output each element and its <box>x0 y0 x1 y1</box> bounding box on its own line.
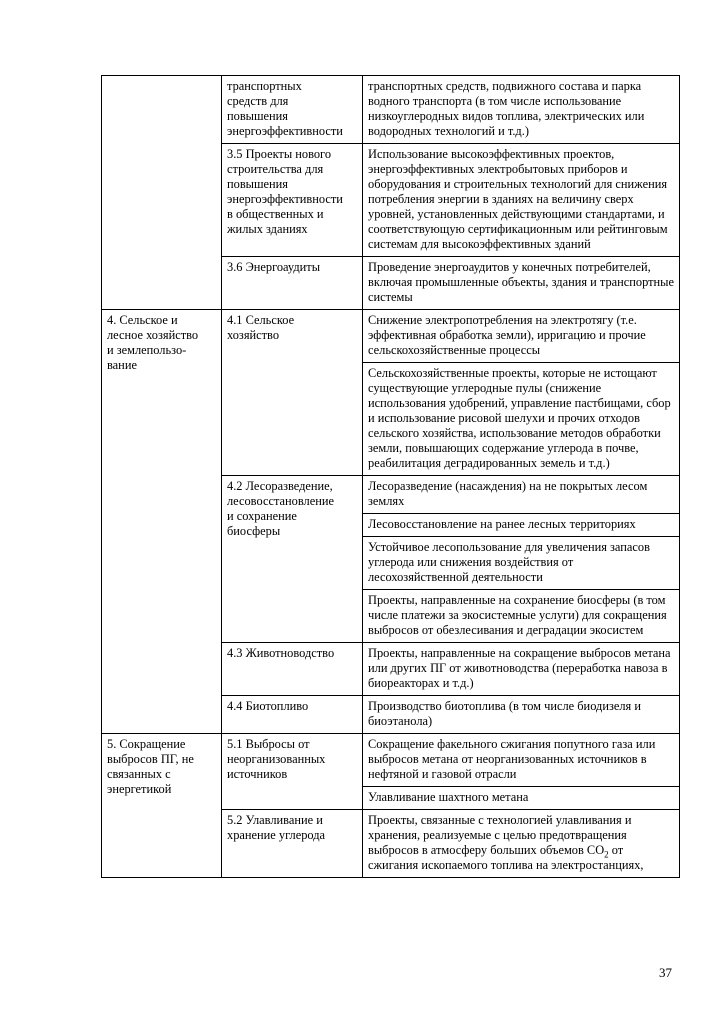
category-cell: 5.1 Выбросы от неорганизованных источников <box>222 734 363 810</box>
description-cell: Производство биотоплива (в том числе биодизеля и биоэтанола) <box>363 696 680 734</box>
description-cell: Проекты, направленные на сокращение выбросов метана или других ПГ от животноводства (переработка навоза в биореакторах и т.д.) <box>363 643 680 696</box>
description-cell: Использование высокоэффективных проектов, энергоэффективных электробытовых приборов и оборудования и строительных технологий для снижения потребления энергии в зданиях на величину сверх уровней, установленных действующими стандартами, и соответствующую сертификационным или рейтинговым системам для высокоэффективных зданий <box>363 144 680 257</box>
description-cell: Сокращение факельного сжигания попутного газа или выбросов метана от неорганизованных источников в нефтяной и газовой отрасли <box>363 734 680 787</box>
category-cell: 4.3 Животноводство <box>222 643 363 696</box>
category-cell: 4.2 Лесоразведение, лесовосстановление и сохранение биосферы <box>222 476 363 643</box>
description-cell: Устойчивое лесопользование для увеличения запасов углерода или снижения воздействия от лесохозяйственной деятельности <box>363 537 680 590</box>
category-cell: 5.2 Улавливание и хранение углерода <box>222 810 363 878</box>
sector-cell: 5. Сокращение выбросов ПГ, не связанных с энергетикой <box>102 734 222 878</box>
table-row <box>102 734 680 787</box>
category-cell: 3.5 Проекты нового строительства для повышения энергоэффективности в общественных и жилых зданиях <box>222 144 363 257</box>
table-row <box>102 310 680 363</box>
description-cell: транспортных средств, подвижного состава и парка водного транспорта (в том числе использование низкоуглеродных видов топлива, электрических или водородных технологий и т.д.) <box>363 76 680 144</box>
description-cell: Проекты, связанные с технологией улавливания и хранения, реализуемые с целью предотвращения выбросов в атмосферу больших объемов $CO_2$ от сжигания ископаемого топлива на электростанциях, <box>363 810 680 878</box>
category-cell: 3.6 Энергоаудиты <box>222 257 363 310</box>
description-cell: Проекты, направленные на сохранение биосферы (в том числе платежи за экосистемные услуги) для сокращения выбросов от обезлесивания и деградации экосистем <box>363 590 680 643</box>
description-cell: Лесовосстановление на ранее лесных территориях <box>363 514 680 537</box>
sector-cell <box>102 76 222 310</box>
category-cell: 4.1 Сельское хозяйство <box>222 310 363 476</box>
page-number: 37 <box>659 965 672 980</box>
description-cell: Снижение электропотребления на электротягу (т.е. эффективная обработка земли), ирригацию и прочие сельскохозяйственные процессы <box>363 310 680 363</box>
table-row <box>102 76 680 144</box>
taxonomy-table <box>101 75 680 878</box>
description-cell: Улавливание шахтного метана <box>363 787 680 810</box>
category-cell: 4.4 Биотопливо <box>222 696 363 734</box>
category-cell: транспортных средств для повышения энергоэффективности <box>222 76 363 144</box>
sector-cell: 4. Сельское и лесное хозяйство и землепользо- вание <box>102 310 222 734</box>
description-cell: Проведение энергоаудитов у конечных потребителей, включая промышленные объекты, здания и транспортные системы <box>363 257 680 310</box>
subscript: 2 <box>604 849 609 860</box>
description-cell: Лесоразведение (насаждения) на не покрытых лесом землях <box>363 476 680 514</box>
description-cell: Сельскохозяйственные проекты, которые не истощают существующие углеродные пулы (снижение использования удобрений, управление пастбищами, сбор и использование рисовой шелухи и прочих отходов сельского хозяйства, использование методов обработки земли, повышающих содержание углерода в почве, реабилитация деградированных земель и т.д.) <box>363 363 680 476</box>
